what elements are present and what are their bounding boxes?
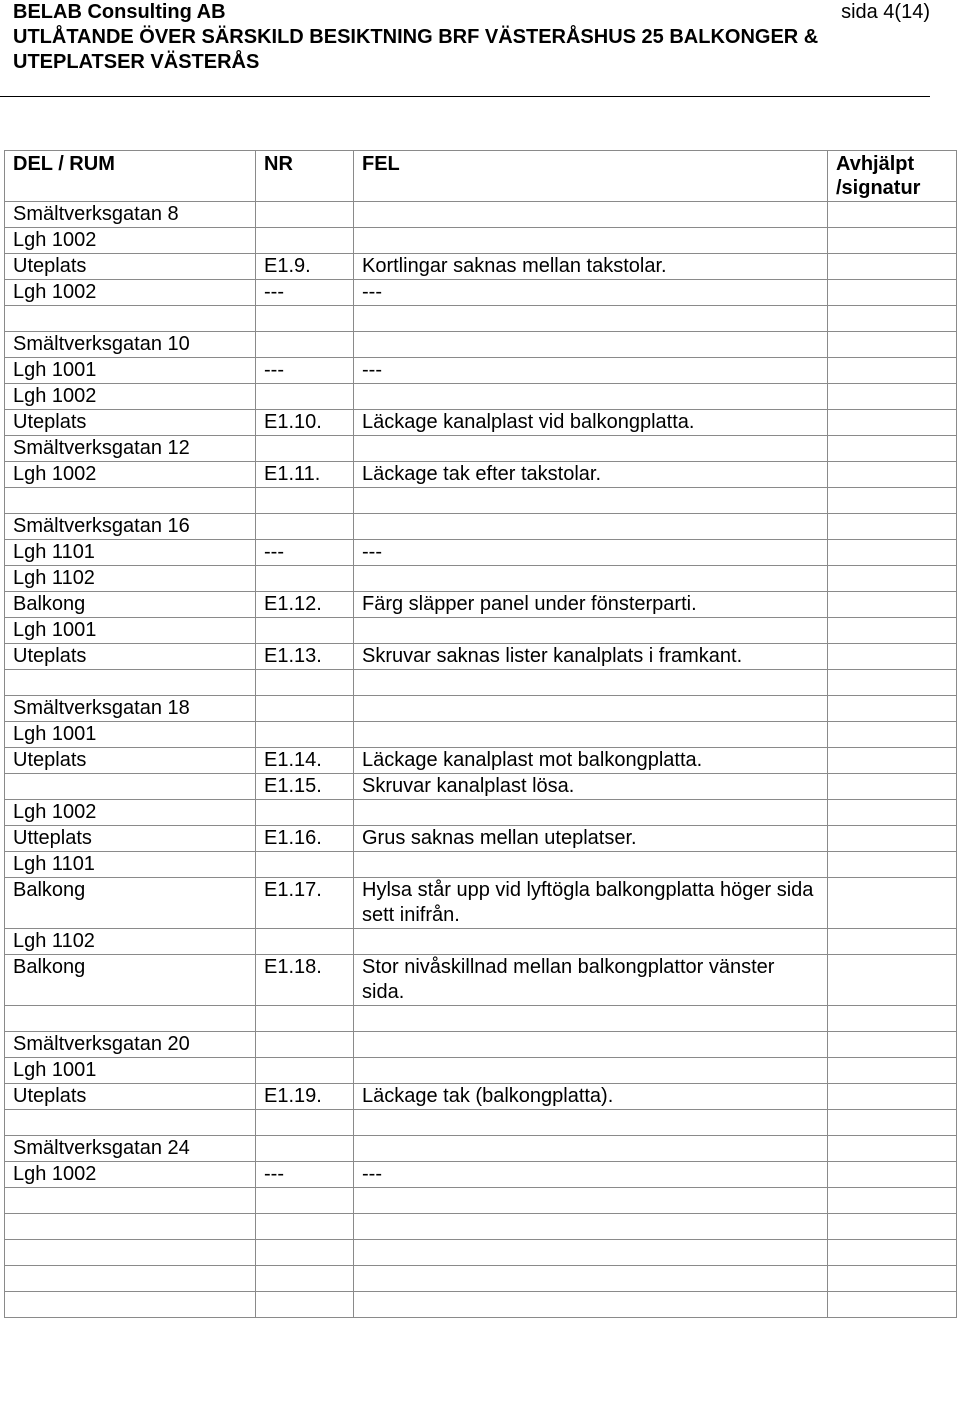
cell-signature [828, 332, 957, 358]
cell-del-rum [5, 1110, 256, 1136]
cell-fel [354, 1032, 828, 1058]
table-row [5, 774, 957, 800]
cell-fel [354, 228, 828, 254]
table-row [5, 566, 957, 592]
cell-del-rum: Lgh 1002 [5, 384, 256, 410]
cell-signature [828, 514, 957, 540]
table-row [5, 1136, 957, 1162]
table-row [5, 696, 957, 722]
cell-nr: E1.10. [256, 410, 354, 436]
table-row [5, 748, 957, 774]
cell-fel: Kortlingar saknas mellan takstolar. [354, 254, 828, 280]
cell-nr: --- [256, 280, 354, 306]
cell-nr [256, 384, 354, 410]
cell-nr: E1.13. [256, 644, 354, 670]
cell-nr [256, 1240, 354, 1266]
cell-signature [828, 748, 957, 774]
cell-del-rum: Uteplats [5, 1084, 256, 1110]
table-row [5, 410, 957, 436]
cell-fel [354, 332, 828, 358]
table-row [5, 1214, 957, 1240]
cell-signature [828, 592, 957, 618]
document-header [13, 0, 930, 75]
table-row [5, 1110, 957, 1136]
cell-del-rum: Lgh 1102 [5, 566, 256, 592]
cell-nr: E1.11. [256, 462, 354, 488]
cell-fel: Skruvar kanalplast lösa. [354, 774, 828, 800]
cell-fel [354, 1110, 828, 1136]
cell-nr: --- [256, 1162, 354, 1188]
cell-nr [256, 1292, 354, 1318]
cell-del-rum: Smältverksgatan 18 [5, 696, 256, 722]
table-row [5, 488, 957, 514]
cell-del-rum: Lgh 1101 [5, 540, 256, 566]
cell-del-rum: Lgh 1002 [5, 228, 256, 254]
cell-signature [828, 1162, 957, 1188]
cell-del-rum [5, 774, 256, 800]
cell-nr [256, 696, 354, 722]
cell-del-rum: Lgh 1102 [5, 929, 256, 955]
cell-fel [354, 852, 828, 878]
cell-fel [354, 1136, 828, 1162]
cell-signature [828, 1214, 957, 1240]
table-row [5, 670, 957, 696]
cell-signature [828, 228, 957, 254]
cell-del-rum: Uteplats [5, 410, 256, 436]
table-row [5, 1084, 957, 1110]
cell-fel [354, 670, 828, 696]
header-top-line [13, 0, 930, 25]
table-row [5, 540, 957, 566]
table-row [5, 826, 957, 852]
column-header-nr: NR [256, 151, 354, 202]
cell-del-rum [5, 670, 256, 696]
cell-signature [828, 878, 957, 929]
cell-signature [828, 1110, 957, 1136]
cell-del-rum: Smältverksgatan 8 [5, 202, 256, 228]
cell-del-rum: Smältverksgatan 10 [5, 332, 256, 358]
cell-signature [828, 826, 957, 852]
cell-fel [354, 1058, 828, 1084]
table-header-row [5, 151, 957, 202]
cell-signature [828, 306, 957, 332]
cell-fel [354, 696, 828, 722]
cell-fel [354, 488, 828, 514]
table-row [5, 1266, 957, 1292]
table-row [5, 1006, 957, 1032]
table-row [5, 332, 957, 358]
cell-del-rum [5, 1214, 256, 1240]
cell-signature [828, 1006, 957, 1032]
cell-nr: E1.9. [256, 254, 354, 280]
table-row [5, 436, 957, 462]
cell-nr [256, 202, 354, 228]
cell-signature [828, 280, 957, 306]
table-row [5, 929, 957, 955]
cell-signature [828, 955, 957, 1006]
cell-del-rum: Utteplats [5, 826, 256, 852]
cell-nr: E1.16. [256, 826, 354, 852]
report-title-line-1: UTLÅTANDE ÖVER SÄRSKILD BESIKTNING BRF VÄSTERÅSHUS 25 BALKONGER & [13, 26, 819, 48]
cell-fel [354, 1240, 828, 1266]
table-row [5, 800, 957, 826]
cell-fel [354, 800, 828, 826]
cell-nr [256, 1188, 354, 1214]
cell-del-rum [5, 1292, 256, 1318]
table-body [5, 202, 957, 1318]
cell-signature [828, 436, 957, 462]
cell-nr [256, 1214, 354, 1240]
cell-del-rum: Lgh 1002 [5, 280, 256, 306]
table-row [5, 878, 957, 929]
table-row [5, 618, 957, 644]
cell-fel [354, 566, 828, 592]
cell-fel [354, 202, 828, 228]
table-row [5, 1058, 957, 1084]
cell-nr [256, 1032, 354, 1058]
cell-signature [828, 852, 957, 878]
cell-nr: E1.19. [256, 1084, 354, 1110]
cell-fel [354, 436, 828, 462]
cell-nr [256, 332, 354, 358]
table-row [5, 462, 957, 488]
cell-del-rum: Lgh 1002 [5, 462, 256, 488]
cell-fel [354, 306, 828, 332]
cell-nr: E1.12. [256, 592, 354, 618]
cell-fel [354, 722, 828, 748]
cell-fel: Grus saknas mellan uteplatser. [354, 826, 828, 852]
column-header-fel: FEL [354, 151, 828, 202]
cell-nr [256, 618, 354, 644]
cell-del-rum: Smältverksgatan 12 [5, 436, 256, 462]
cell-fel: Skruvar saknas lister kanalplats i framkant. [354, 644, 828, 670]
cell-nr [256, 800, 354, 826]
cell-signature [828, 929, 957, 955]
cell-del-rum: Smältverksgatan 24 [5, 1136, 256, 1162]
column-header-del-rum: DEL / RUM [5, 151, 256, 202]
table-row [5, 384, 957, 410]
table-row [5, 955, 957, 1006]
cell-signature [828, 384, 957, 410]
table-row [5, 306, 957, 332]
cell-del-rum: Lgh 1001 [5, 618, 256, 644]
header-divider [0, 96, 930, 97]
cell-nr: E1.14. [256, 748, 354, 774]
cell-fel: --- [354, 1162, 828, 1188]
cell-nr [256, 306, 354, 332]
cell-signature [828, 1240, 957, 1266]
cell-nr [256, 1136, 354, 1162]
cell-del-rum: Smältverksgatan 16 [5, 514, 256, 540]
cell-signature [828, 644, 957, 670]
table-row [5, 1292, 957, 1318]
cell-fel [354, 929, 828, 955]
table-row [5, 592, 957, 618]
cell-signature [828, 722, 957, 748]
table-row [5, 852, 957, 878]
column-header-sig-line-1: Avhjälpt [836, 153, 915, 175]
cell-signature [828, 670, 957, 696]
column-header-sig-line-2: /signatur [836, 177, 921, 199]
cell-nr [256, 1266, 354, 1292]
cell-nr [256, 228, 354, 254]
table-row [5, 1188, 957, 1214]
cell-nr [256, 722, 354, 748]
company-name: BELAB Consulting AB [13, 1, 226, 23]
cell-signature [828, 462, 957, 488]
cell-del-rum [5, 306, 256, 332]
cell-signature [828, 254, 957, 280]
cell-signature [828, 1032, 957, 1058]
cell-signature [828, 566, 957, 592]
cell-del-rum [5, 1240, 256, 1266]
cell-nr: E1.17. [256, 878, 354, 929]
table-row [5, 202, 957, 228]
cell-nr [256, 670, 354, 696]
table-row [5, 1032, 957, 1058]
cell-fel: Läckage tak (balkongplatta). [354, 1084, 828, 1110]
cell-nr: E1.15. [256, 774, 354, 800]
cell-signature [828, 540, 957, 566]
cell-nr [256, 929, 354, 955]
cell-del-rum: Balkong [5, 955, 256, 1006]
cell-signature [828, 1084, 957, 1110]
cell-del-rum: Lgh 1002 [5, 1162, 256, 1188]
cell-del-rum [5, 1266, 256, 1292]
table-row [5, 228, 957, 254]
cell-del-rum [5, 1006, 256, 1032]
cell-fel: Stor nivåskillnad mellan balkongplattor vänster sida. [354, 955, 828, 1006]
cell-signature [828, 410, 957, 436]
cell-signature [828, 358, 957, 384]
cell-del-rum: Lgh 1002 [5, 800, 256, 826]
table-row [5, 280, 957, 306]
table-row [5, 644, 957, 670]
cell-nr [256, 514, 354, 540]
cell-signature [828, 800, 957, 826]
cell-signature [828, 1292, 957, 1318]
cell-nr [256, 566, 354, 592]
cell-signature [828, 618, 957, 644]
cell-nr [256, 1058, 354, 1084]
cell-del-rum: Smältverksgatan 20 [5, 1032, 256, 1058]
cell-del-rum: Balkong [5, 592, 256, 618]
cell-signature [828, 1188, 957, 1214]
cell-fel [354, 1188, 828, 1214]
cell-del-rum: Lgh 1001 [5, 358, 256, 384]
page-number: sida 4(14) [841, 1, 930, 23]
cell-nr: E1.18. [256, 955, 354, 1006]
cell-del-rum: Uteplats [5, 644, 256, 670]
report-title-line-2: UTEPLATSER VÄSTERÅS [13, 51, 260, 73]
cell-fel [354, 1214, 828, 1240]
cell-fel: --- [354, 280, 828, 306]
cell-fel: Färg släpper panel under fönsterparti. [354, 592, 828, 618]
cell-del-rum [5, 1188, 256, 1214]
cell-nr [256, 436, 354, 462]
cell-signature [828, 1136, 957, 1162]
cell-nr [256, 852, 354, 878]
cell-fel [354, 618, 828, 644]
cell-fel [354, 1006, 828, 1032]
cell-fel: --- [354, 358, 828, 384]
cell-nr: --- [256, 358, 354, 384]
table-row [5, 254, 957, 280]
cell-del-rum: Lgh 1101 [5, 852, 256, 878]
defects-table [4, 150, 957, 1318]
cell-signature [828, 488, 957, 514]
cell-signature [828, 696, 957, 722]
cell-del-rum: Balkong [5, 878, 256, 929]
cell-del-rum: Lgh 1001 [5, 1058, 256, 1084]
cell-fel: Läckage kanalplast vid balkongplatta. [354, 410, 828, 436]
cell-del-rum [5, 488, 256, 514]
table-row [5, 358, 957, 384]
cell-fel [354, 514, 828, 540]
cell-fel: Läckage tak efter takstolar. [354, 462, 828, 488]
cell-signature [828, 1266, 957, 1292]
table-row [5, 722, 957, 748]
cell-signature [828, 1058, 957, 1084]
cell-del-rum: Lgh 1001 [5, 722, 256, 748]
cell-fel [354, 384, 828, 410]
cell-signature [828, 774, 957, 800]
cell-nr: --- [256, 540, 354, 566]
table-row [5, 514, 957, 540]
cell-fel: Läckage kanalplast mot balkongplatta. [354, 748, 828, 774]
cell-del-rum: Uteplats [5, 748, 256, 774]
cell-nr [256, 1006, 354, 1032]
table-row [5, 1240, 957, 1266]
cell-nr [256, 488, 354, 514]
table-row [5, 1162, 957, 1188]
cell-del-rum: Uteplats [5, 254, 256, 280]
cell-signature [828, 202, 957, 228]
cell-fel [354, 1266, 828, 1292]
cell-fel: Hylsa står upp vid lyftögla balkongplatta höger sida sett inifrån. [354, 878, 828, 929]
cell-fel: --- [354, 540, 828, 566]
cell-fel [354, 1292, 828, 1318]
cell-nr [256, 1110, 354, 1136]
column-header-avhjalpt-signatur [828, 151, 957, 202]
